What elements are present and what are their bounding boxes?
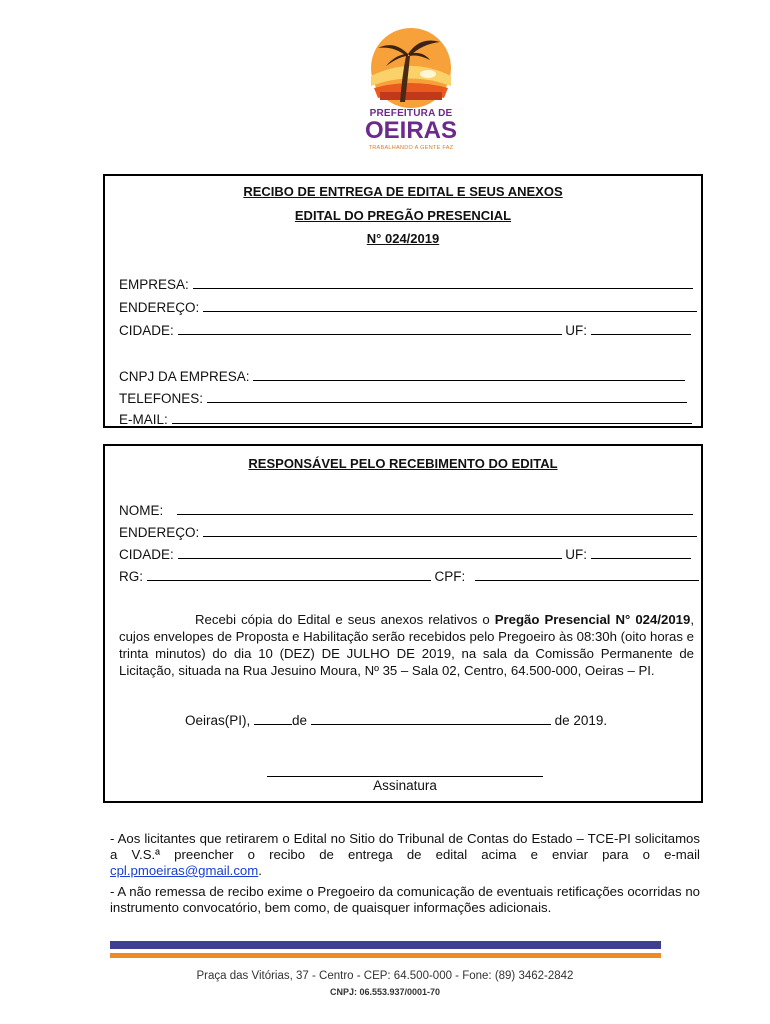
para-text-bold: Pregão Presencial N° 024/2019 xyxy=(494,612,691,627)
email-row xyxy=(119,411,692,427)
telefones-field[interactable] xyxy=(207,390,687,403)
email-link[interactable]: cpl.pmoeiras@gmail.com xyxy=(110,863,259,878)
cnpj-field[interactable] xyxy=(253,368,685,381)
footer-cnpj: CNPJ: 06.553.937/0001-70 xyxy=(329,987,441,997)
date-de: de xyxy=(292,713,308,728)
para-text-b: , cujos envelopes de Proposta e Habilitação serão recebidos pelo Pregoeiro às 08:30h (oito horas e trinta minutos) do dia 10 (DEZ) DE JULHO DE 2019, na sala da Comissão Permanente de Licitação, situada na Rua Jesuino Moura, Nº 35 – Sala 02, Centro, 64.500-000, Oeiras – PI. xyxy=(119,612,694,678)
nome-label: NOME: xyxy=(119,503,164,518)
note-2: - A não remessa de recibo exime o Pregoeiro da comunicação de eventuais retificações ocorridas no instrumento convocatório, bem como, de quaisquer informações adicionais. xyxy=(110,884,700,915)
prefeitura-logo xyxy=(356,26,466,156)
empresa-label: EMPRESA: xyxy=(119,277,189,292)
footer-address: Praça das Vitórias, 37 - Centro - CEP: 64.500-000 - Fone: (89) 3462-2842 xyxy=(196,970,574,982)
logo-line1: PREFEITURA DE xyxy=(369,108,453,119)
receipt-title: RECIBO DE ENTREGA DE EDITAL E SEUS ANEXOS xyxy=(243,184,563,199)
uf2-label: UF: xyxy=(565,547,588,562)
date-year: de 2019. xyxy=(550,713,608,728)
telefones-label: TELEFONES: xyxy=(119,391,204,406)
note1-end: . xyxy=(258,863,262,878)
endereco2-field[interactable] xyxy=(203,524,697,537)
uf-label: UF: xyxy=(565,323,588,338)
month-field[interactable] xyxy=(311,712,551,725)
day-field[interactable] xyxy=(254,712,292,725)
responsible-form-box xyxy=(103,444,703,803)
edital-title: EDITAL DO PREGÃO PRESENCIAL xyxy=(294,208,512,223)
empresa-row xyxy=(119,276,693,292)
cidade-label: CIDADE: xyxy=(119,323,174,338)
cpf-field[interactable] xyxy=(475,568,699,581)
endereco2-row xyxy=(119,524,697,540)
receipt-paragraph xyxy=(119,611,694,679)
logo-slogan: TRABALHANDO A GENTE FAZ xyxy=(368,145,454,151)
para-text-a: Recebi cópia do Edital e seus anexos relativos o xyxy=(195,612,495,627)
endereco-label: ENDEREÇO: xyxy=(119,300,200,315)
cnpj-label: CNPJ DA EMPRESA: xyxy=(119,369,250,384)
uf2-field[interactable] xyxy=(591,546,691,559)
cidade2-field[interactable] xyxy=(178,546,562,559)
endereco-field[interactable] xyxy=(203,299,697,312)
note-1 xyxy=(110,831,700,879)
email-field[interactable] xyxy=(172,411,692,424)
note1-text: - Aos licitantes que retirarem o Edital no Sitio do Tribunal de Contas do Estado – TCE-PI solicitamos a V.S.ª preencher o recibo de entrega de edital acima e enviar para o e-mail xyxy=(110,831,700,862)
rg-cpf-row xyxy=(119,568,699,584)
cidade-row xyxy=(119,322,691,338)
cnpj-row xyxy=(119,368,685,384)
edital-number: N° 024/2019 xyxy=(366,231,440,246)
rg-field[interactable] xyxy=(147,568,431,581)
footer-bar-navy xyxy=(110,941,661,949)
responsible-title: RESPONSÁVEL PELO RECEBIMENTO DO EDITAL xyxy=(248,456,558,471)
date-row xyxy=(185,712,607,728)
email-label: E-MAIL: xyxy=(119,412,168,427)
logo-line2: OEIRAS xyxy=(364,117,457,144)
receipt-form-box xyxy=(103,174,703,428)
date-city: Oeiras(PI), xyxy=(185,713,255,728)
cidade2-label: CIDADE: xyxy=(119,547,174,562)
endereco2-label: ENDEREÇO: xyxy=(119,525,200,540)
signature-label: Assinatura xyxy=(373,778,437,793)
rg-label: RG: xyxy=(119,569,144,584)
nome-field[interactable] xyxy=(177,502,693,515)
cpf-label: CPF: xyxy=(434,569,466,584)
telefones-row xyxy=(119,390,687,406)
uf-field[interactable] xyxy=(591,322,691,335)
footer-bar-orange xyxy=(110,953,661,958)
cidade-field[interactable] xyxy=(178,322,562,335)
cidade2-row xyxy=(119,546,691,562)
signature-line[interactable] xyxy=(267,776,543,777)
endereco-row xyxy=(119,299,697,315)
nome-row xyxy=(119,502,693,518)
empresa-field[interactable] xyxy=(193,276,693,289)
sun-palm-emblem-icon xyxy=(356,26,466,110)
